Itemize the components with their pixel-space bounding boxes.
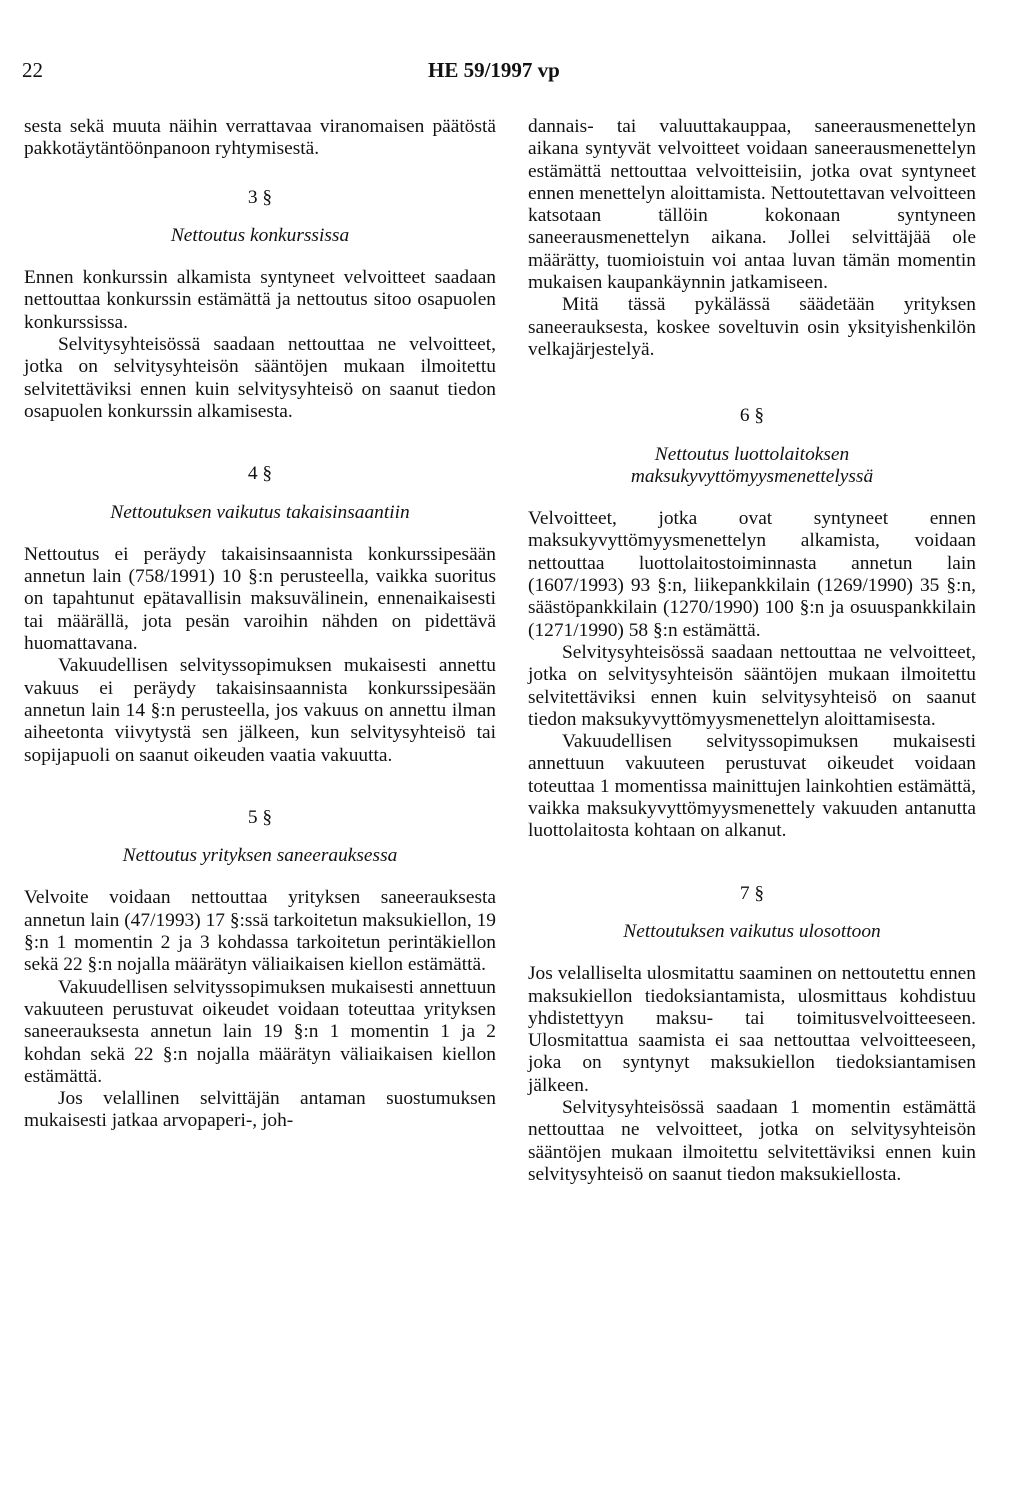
section-7-paragraph-2: Selvitysyhteisössä saadaan 1 momentin estämättä nettouttaa ne velvoitteet, jotka on selvitysyhteisön sääntöjen mukaan ilmoitettu selvitettäviksi ennen kuin selvitysyhteisö on saanut tiedon maksukiellosta. [528,1096,976,1185]
section-5-number: 5 § [247,806,273,828]
section-4-title: Nettoutuksen vaikutus takaisinsaantiin [110,501,410,523]
document-id: HE 59/1997 vp [428,58,560,82]
left-column [24,116,496,1133]
section-3-paragraph-2: Selvitysyhteisössä saadaan nettouttaa ne velvoitteet, jotka on selvitysyhteisön sääntöjen mukaan ilmoitettu selvitettäviksi ennen kuin selvitysyhteisö on saanut tiedon osapuolen konkurssin alkamisesta. [24,334,496,422]
section-4-number: 4 § [247,463,273,485]
section-4-paragraph-2: Vakuudellisen selvityssopimuksen mukaisesti annettu vakuus ei peräydy takaisinsaannista konkurssipesään annetun lain 14 §:n perusteella, jos vakuus on annettu ilman aiheetonta viivytystä sen jälkeen, kun selvitysyhteisö tai sopijapuoli on saanut oikeuden vaatia vakuutta. [24,655,496,766]
page-header [22,58,982,88]
section-6-number: 6 § [739,405,765,427]
page-number: 22 [22,58,43,82]
section-6-paragraph-1: Velvoitteet, jotka ovat syntyneet ennen maksukyvyttömyysmenettelyn alkamista, voidaan nettouttaa luottolaitostoiminnasta annetun lain (1607/1993) 93 §:n, liikepankkilain (1269/1990) 35 §:n, säästöpankkilain (1270/1990) 100 §:n ja osuuspankkilain (1271/1990) 58 §:n estämättä. [528,508,976,641]
continued-paragraph-2: Mitä tässä pykälässä säädetään yrityksen saneerauksesta, koskee soveltuvin osin yksityishenkilön velkajärjestelyä. [528,294,976,360]
right-column [528,116,976,1186]
section-5-paragraph-2: Vakuudellisen selvityssopimuksen mukaisesti annettuun vakuuteen perustuvat oikeudet voidaan toteuttaa yrityksen saneerauksesta annetun lain 19 §:n 1 momentin 1 ja 2 kohdan sekä 22 §:n nojalla määrätyn väliaikaisen kiellon estämättä. [24,976,496,1087]
section-6-title [528,444,976,489]
section-6-paragraph-2: Selvitysyhteisössä saadaan nettouttaa ne velvoitteet, jotka on selvitysyhteisön sääntöjen mukaan ilmoitettu selvitettäviksi ennen kuin selvitysyhteisö on saanut tiedon maksukyvyttömyysmenettelyn aloittamisesta. [528,641,976,730]
section-6-paragraph-3: Vakuudellisen selvityssopimuksen mukaisesti annettuun vakuuteen perustuvat oikeudet voidaan toteuttaa 1 momentissa mainittujen lainkohtien estämättä, vaikka maksukyvyttömyysmenettely vakuuden antanutta luottolaitosta kohtaan on alkanut. [528,731,976,842]
section-7-paragraph-1: Jos velalliselta ulosmitattu saaminen on nettoutettu ennen maksukiellon tiedoksiantamista, ulosmittaus kohdistuu yhdistettyyn maksu- tai toimitusvelvoitteeseen. Ulosmitattua saamista ei saa nettouttaa velvoitteeseen, joka on syntynyt maksukiellon tiedoksiantamisen jälkeen. [528,963,976,1096]
section-3-number: 3 § [247,186,273,208]
continued-paragraph-1: dannais- tai valuuttakauppaa, saneerausmenettelyn aikana syntyvät velvoitteet voidaan saneerausmenettelyn estämättä nettouttaa velvoitteisiin, jotka ovat syntyneet ennen menettelyn aloittamista. Nettoutettavan velvoitteen katsotaan tällöin kokonaan syntyneen saneerausmenettelyn aikana. Jollei selvittäjää ole määrätty, tuomioistuin voi antaa luvan tämän momentin mukaisen kaupankäynnin jatkamiseen. [528,116,976,294]
section-7-title: Nettoutuksen vaikutus ulosottoon [623,920,881,942]
section-3-paragraph-1: Ennen konkurssin alkamista syntyneet velvoitteet saadaan nettouttaa konkurssin estämättä ja nettoutus sitoo osapuolen konkurssissa. [24,267,496,333]
section-6-title-line-1: Nettoutus luottolaitoksen [654,443,850,465]
section-5-paragraph-3: Jos velallinen selvittäjän antaman suostumuksen mukaisesti jatkaa arvopaperi-, joh- [24,1088,496,1132]
section-5-title: Nettoutus yrityksen saneerauksessa [122,845,398,867]
section-5-paragraph-1: Velvoite voidaan nettouttaa yrityksen saneerauksesta annetun lain (47/1993) 17 §:ssä tarkoitetun maksukiellon, 19 §:n 1 momentin 2 ja 3 kohdassa tarkoitetun perintäkiellon sekä 22 §:n nojalla määrätyn väliaikaisen kiellon estämättä. [24,887,496,976]
section-4-paragraph-1: Nettoutus ei peräydy takaisinsaannista konkurssipesään annetun lain (758/1991) 10 §:n perusteella, vaikka suoritus on tapahtunut epätavallisin maksuvälinein, ennenaikaisesti tai määrällä, jota pesän varoihin nähden on pidettävä huomattavana. [24,543,496,655]
section-7-number: 7 § [739,882,765,904]
section-6-title-line-2: maksukyvyttömyysmenettelyssä [630,465,874,487]
section-3-title: Nettoutus konkurssissa [170,224,350,246]
intro-paragraph: sesta sekä muuta näihin verrattavaa viranomaisen päätöstä pakkotäytäntöönpanoon ryhtymisestä. [24,116,496,160]
